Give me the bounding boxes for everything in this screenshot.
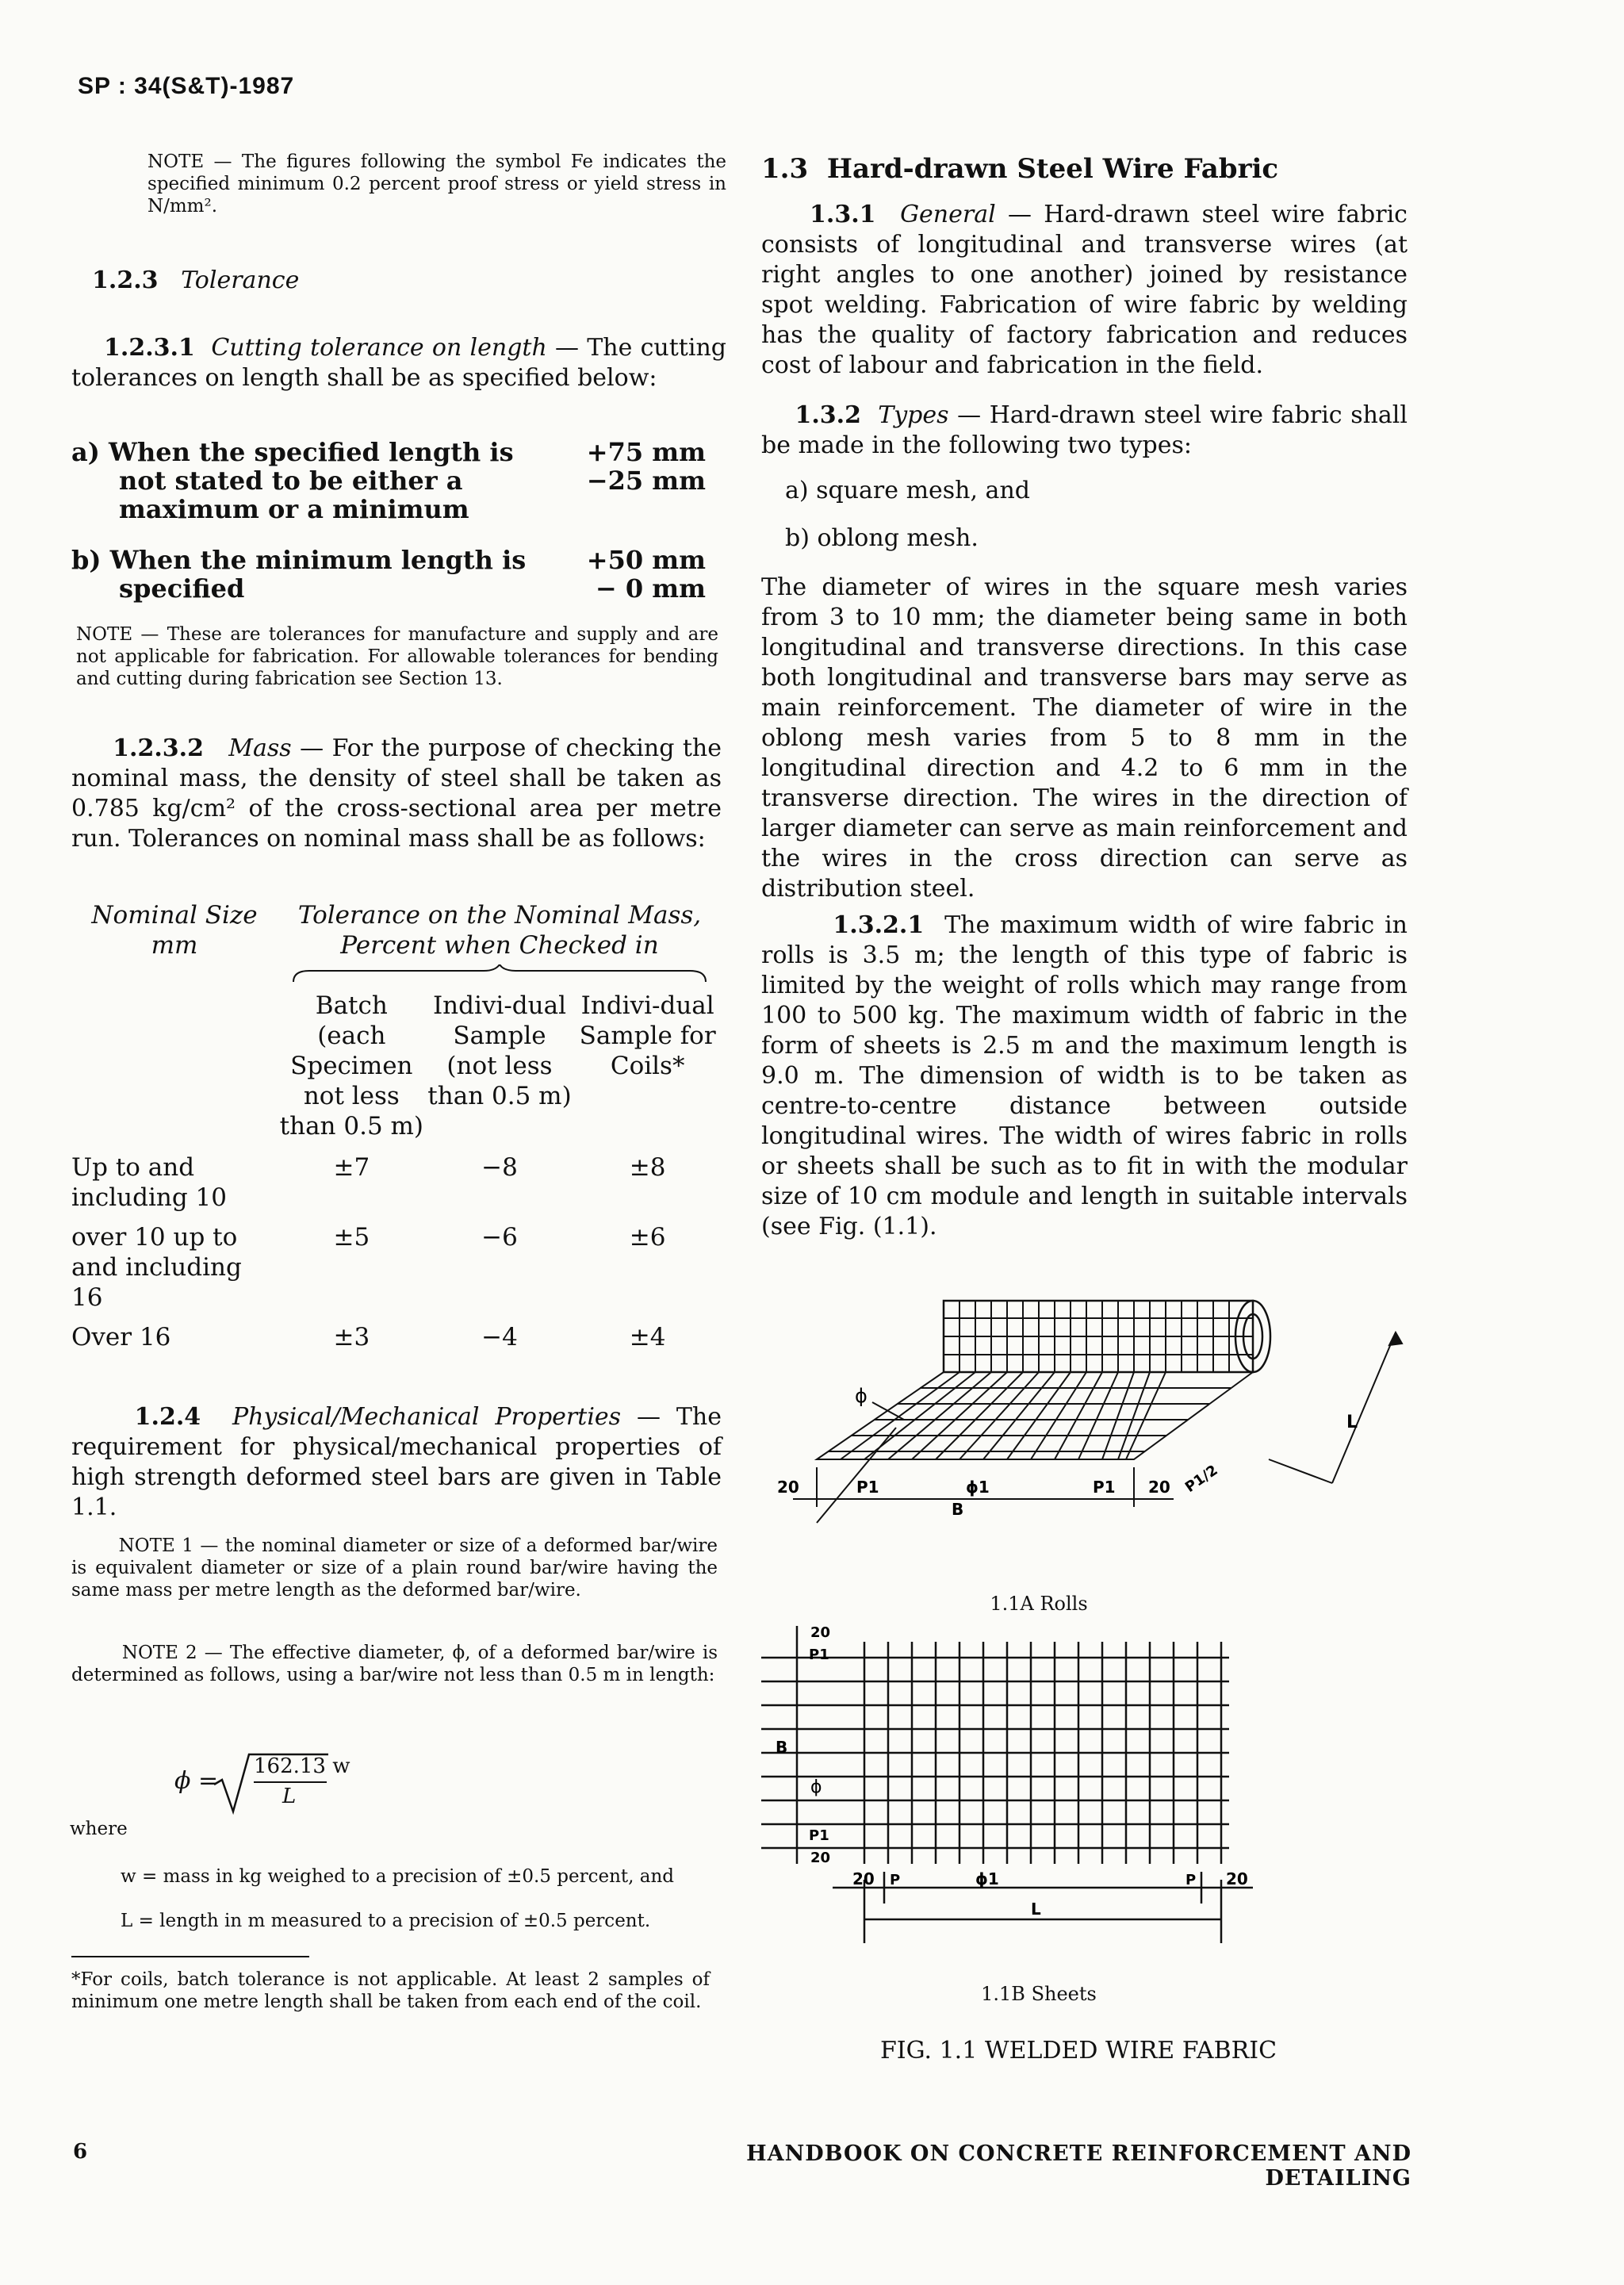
svg-text:20: 20: [1226, 1869, 1248, 1888]
section-1-3-heading: 1.3 Hard-drawn Steel Wire Fabric: [761, 153, 1279, 185]
section-1-3-2: 1.3.2 Types — Hard-drawn steel wire fabric shall be made in the following two types:: [761, 401, 1408, 459]
table-subhead-individual: Indivi-dual Sample (not less than 0.5 m): [427, 991, 572, 1110]
svg-text:ϕ1: ϕ1: [975, 1869, 999, 1888]
svg-text:20: 20: [777, 1478, 799, 1497]
caption-rolls: 1.1A Rolls: [990, 1593, 1088, 1615]
svg-text:P1: P1: [809, 1647, 829, 1663]
paragraph-wire-diameter: The diameter of wires in the square mesh varies from 3 to 10 mm; the diameter being same in both longitudinal and transverse directions. In this case both longitudinal and transverse bars may serve as main reinforcement. The diameter of wire in the oblong mesh varies from 5 to 8 mm in the longitudinal direction and 4.2 to 6 mm in the transverse direction. The wires in the direction of larger diameter can serve as main reinforcement and the wires in the cross direction can serve as distribution steel.: [761, 573, 1408, 903]
svg-text:P1: P1: [1093, 1478, 1116, 1497]
note-fe-symbol: NOTE — The figures following the symbol Fe indicates the specified minimum 0.2 percent proof stress or yield stress in N/mm².: [147, 151, 726, 217]
svg-text:ϕ1: ϕ1: [966, 1478, 990, 1497]
note-2-effective-diameter: NOTE 2 — The effective diameter, ϕ, of a deformed bar/wire is determined as follows, using a bar/wire not less than 0.5 m in length:: [71, 1643, 718, 1685]
document-code: SP : 34(S&T)-1987: [78, 73, 295, 99]
effective-diameter-formula: ϕ = 162.13 w L: [174, 1751, 412, 1815]
section-1-2-3-2: 1.2.3.2 Mass — For the purpose of checking the nominal mass, the density of steel shall be taken as 0.785 kg/cm² of the cross-sectional area per metre run. Tolerances on nominal mass shall be as follows:: [71, 734, 722, 853]
brace-icon: [278, 964, 722, 983]
svg-text:20: 20: [1148, 1478, 1170, 1497]
section-1-3-2-1: 1.3.2.1 The maximum width of wire fabric in rolls is 3.5 m; the length of this type of fabric is limited by the weight of rolls which may range from 100 to 500 kg. The maximum width of fabric in the form of sheets is 2.5 m and the maximum length is 9.0 m. The dimension of width is to be taken as centre-to-centre distance between outside longitudinal wires. The width of wires fabric in rolls or sheets shall be such as to fit in with the modular size of 10 cm module and length in suitable intervals (see Fig. (1.1).: [761, 911, 1408, 1240]
svg-text:20: 20: [810, 1850, 831, 1866]
mass-tolerance-table: [71, 900, 722, 1352]
svg-text:P1/2: P1/2: [1182, 1462, 1221, 1497]
table-subhead-coils: Indivi-dual Sample for Coils*: [579, 991, 716, 1080]
note-1-nominal-diameter: NOTE 1 — the nominal diameter or size of a deformed bar/wire is equivalent diameter or size of a plain round bar/wire having the same mass per metre length as the deformed bar/wire.: [71, 1535, 718, 1601]
svg-text:L: L: [1346, 1413, 1358, 1432]
svg-text:P1: P1: [856, 1478, 879, 1497]
svg-text:ϕ: ϕ: [855, 1385, 868, 1407]
svg-text:P: P: [890, 1872, 901, 1888]
table-row: Over 16 ±3 −4 ±4: [71, 1323, 666, 1351]
table-row: over 10 up to and including 16 ±5 −6 ±6: [71, 1223, 666, 1312]
type-a: a) square mesh, and: [785, 477, 1030, 504]
section-1-2-3-1: 1.2.3.1 Cutting tolerance on length — The cutting tolerances on length shall be as specified below:: [71, 334, 726, 392]
type-b: b) oblong mesh.: [785, 524, 979, 552]
tolerance-item-a: a) When the specified length is not stated to be either a maximum or a minimum +75 mm −25 mm: [71, 437, 706, 524]
footnote-rule: [71, 1956, 309, 1957]
svg-text:ϕ: ϕ: [810, 1777, 822, 1797]
note-tolerance-fabrication: NOTE — These are tolerances for manufacture and supply and are not applicable for fabrication. For allowable tolerances for bending and cutting during fabrication see Section 13.: [76, 624, 718, 689]
svg-text:20: 20: [852, 1869, 875, 1888]
svg-text:P1: P1: [809, 1827, 829, 1844]
svg-text:20: 20: [810, 1624, 831, 1641]
section-1-3-1: 1.3.1 General — Hard-drawn steel wire fabric consists of longitudinal and transverse wires (at right angles to one another) joined by resistance spot welding. Fabrication of wire fabric by welding has the quality of factory fabrication and reduces cost of labour and fabrication in the field.: [761, 201, 1408, 379]
where-L: L = length in m measured to a precision of ±0.5 percent.: [121, 1911, 651, 1931]
svg-text:B: B: [776, 1738, 788, 1757]
table-head-nominal-size: Nominal Size mm: [91, 901, 258, 960]
table-subhead-batch: Batch (each Specimen not less than 0.5 m): [279, 991, 424, 1141]
svg-text:B: B: [952, 1500, 964, 1519]
page-number: 6: [73, 2140, 88, 2164]
book-title: HANDBOOK ON CONCRETE REINFORCEMENT AND DETAILING: [746, 2141, 1411, 2191]
figure-rolls: [761, 1269, 1427, 1602]
tolerance-item-b: b) When the minimum length is specified +50 mm − 0 mm: [71, 545, 706, 604]
footnote-coils: *For coils, batch tolerance is not applicable. At least 2 samples of minimum one metre length shall be taken from each end of the coil.: [71, 1969, 710, 2012]
where-label: where: [70, 1819, 128, 1839]
section-1-2-4: 1.2.4 Physical/Mechanical Properties — The requirement for physical/mechanical properties of high strength deformed steel bars are given in Table 1.1.: [71, 1403, 722, 1521]
section-1-2-3-heading: 1.2.3 Tolerance: [92, 266, 300, 294]
figure-title: FIG. 1.1 WELDED WIRE FABRIC: [879, 2037, 1277, 2065]
where-w: w = mass in kg weighed to a precision of ±0.5 percent, and: [121, 1866, 675, 1887]
caption-sheets: 1.1B Sheets: [981, 1983, 1097, 2005]
table-head-tolerance: Tolerance on the Nominal Mass, Percent when Checked in: [297, 901, 702, 960]
table-row: Up to and including 10 ±7 −8 ±8: [71, 1153, 666, 1212]
svg-text:L: L: [1031, 1900, 1041, 1919]
svg-text:P: P: [1185, 1872, 1197, 1888]
figure-sheets: [745, 1610, 1396, 1959]
